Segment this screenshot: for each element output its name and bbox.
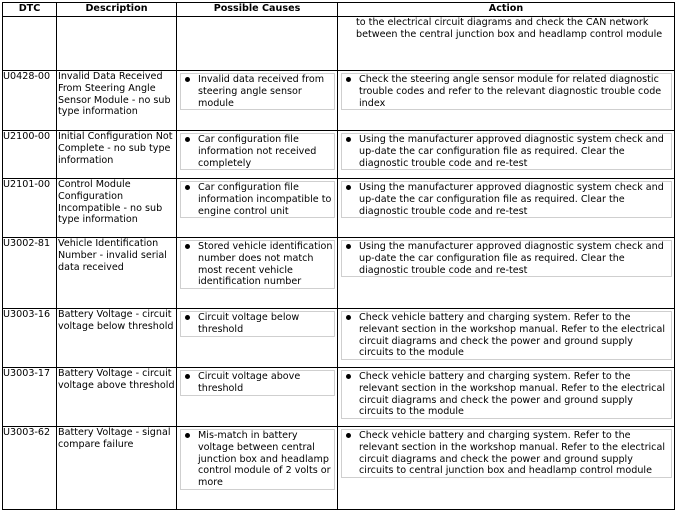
cause-item: Car configuration file information incompatible to engine control unit: [181, 182, 333, 217]
table-row: [3, 309, 675, 368]
cause-item: Stored vehicle identification number does not match most recent vehicle identification number: [181, 241, 333, 288]
causes-cell-empty: [177, 17, 338, 71]
description-cell-empty: [57, 17, 177, 71]
cause-item: Circuit voltage below threshold: [181, 312, 333, 336]
description-text: Battery Voltage - circuit voltage below threshold: [58, 309, 174, 332]
table-row: [3, 131, 675, 179]
action-cell: [338, 179, 675, 238]
description-cell: [57, 71, 177, 131]
action-cell: [338, 131, 675, 179]
action-item: Check the steering angle sensor module for related diagnostic trouble codes and refer to the relevant diagnostic trouble code index: [342, 74, 670, 109]
table-row: [3, 238, 675, 309]
description-cell: [57, 131, 177, 179]
dtc-cell-empty: [3, 17, 57, 71]
causes-cell: [177, 309, 338, 368]
action-item: Check vehicle battery and charging system. Refer to the relevant section in the workshop manual. Refer to the electrical circuit diagrams and check the power and ground supply circuits to the module: [342, 371, 670, 418]
dtc-code: U3003-62: [3, 427, 57, 510]
description-text: Invalid Data Received From Steering Angle Sensor Module - no sub type information: [58, 71, 171, 118]
cause-item: Invalid data received from steering angle sensor module: [181, 74, 333, 109]
cause-item: Car configuration file information not received completely: [181, 134, 333, 169]
description-cell: [57, 238, 177, 309]
cause-item: Mis-match in battery voltage between central junction box and headlamp control module of 2 volts or more: [181, 430, 333, 489]
table-row: [3, 179, 675, 238]
causes-cell: [177, 238, 338, 309]
action-item: Check vehicle battery and charging system. Refer to the relevant section in the workshop manual. Refer to the electrical circuit diagrams and check the power and ground supply circuits to central junction box and headlamp control module: [342, 430, 670, 477]
description-text: Control Module Configuration Incompatible - no sub type information: [58, 179, 163, 226]
action-item: Using the manufacturer approved diagnostic system check and up-date the car configuration file as required. Clear the diagnostic trouble code and re-test: [342, 241, 670, 276]
header-possible-causes: Possible Causes: [177, 3, 338, 17]
dtc-code: U2100-00: [3, 131, 57, 179]
table-row: [3, 368, 675, 427]
causes-cell: [177, 71, 338, 131]
table-row: [3, 427, 675, 510]
description-cell: [57, 368, 177, 427]
table-header-row: [3, 3, 675, 17]
dtc-code: U2101-00: [3, 179, 57, 238]
action-cell: [338, 238, 675, 309]
action-cell: [338, 71, 675, 131]
description-cell: [57, 179, 177, 238]
description-text: Battery Voltage - circuit voltage above threshold: [58, 368, 175, 391]
description-text: Initial Configuration Not Complete - no sub type information: [58, 131, 173, 166]
description-cell: [57, 427, 177, 510]
causes-cell: [177, 179, 338, 238]
dtc-code: U0428-00: [3, 71, 57, 131]
action-cell: [338, 368, 675, 427]
action-item: Using the manufacturer approved diagnostic system check and up-date the car configuration file as required. Clear the diagnostic trouble code and re-test: [342, 134, 670, 169]
causes-cell: [177, 131, 338, 179]
table-row: [3, 71, 675, 131]
causes-cell: [177, 427, 338, 510]
action-item: Using the manufacturer approved diagnostic system check and up-date the car configuration file as required. Clear the diagnostic trouble code and re-test: [342, 182, 670, 217]
description-text: Vehicle Identification Number - invalid serial data received: [58, 238, 167, 273]
description-cell: [57, 309, 177, 368]
dtc-table: [2, 2, 675, 510]
header-action: Action: [338, 3, 675, 17]
dtc-code: U3002-81: [3, 238, 57, 309]
action-cell: [338, 427, 675, 510]
action-continuation-text: to the electrical circuit diagrams and check the CAN network between the central junction box and headlamp control module: [356, 17, 663, 40]
cause-item: Circuit voltage above threshold: [181, 371, 333, 395]
action-cell: [338, 309, 675, 368]
table-row-continuation: [3, 17, 675, 71]
action-item: Check vehicle battery and charging system. Refer to the relevant section in the workshop manual. Refer to the electrical circuit diagrams and check the power and ground supply circuits to the module: [342, 312, 670, 359]
description-text: Battery Voltage - signal compare failure: [58, 427, 171, 450]
header-description: Description: [57, 3, 177, 17]
dtc-code: U3003-17: [3, 368, 57, 427]
header-dtc: DTC: [3, 3, 57, 17]
dtc-code: U3003-16: [3, 309, 57, 368]
action-cell: [338, 17, 675, 71]
causes-cell: [177, 368, 338, 427]
